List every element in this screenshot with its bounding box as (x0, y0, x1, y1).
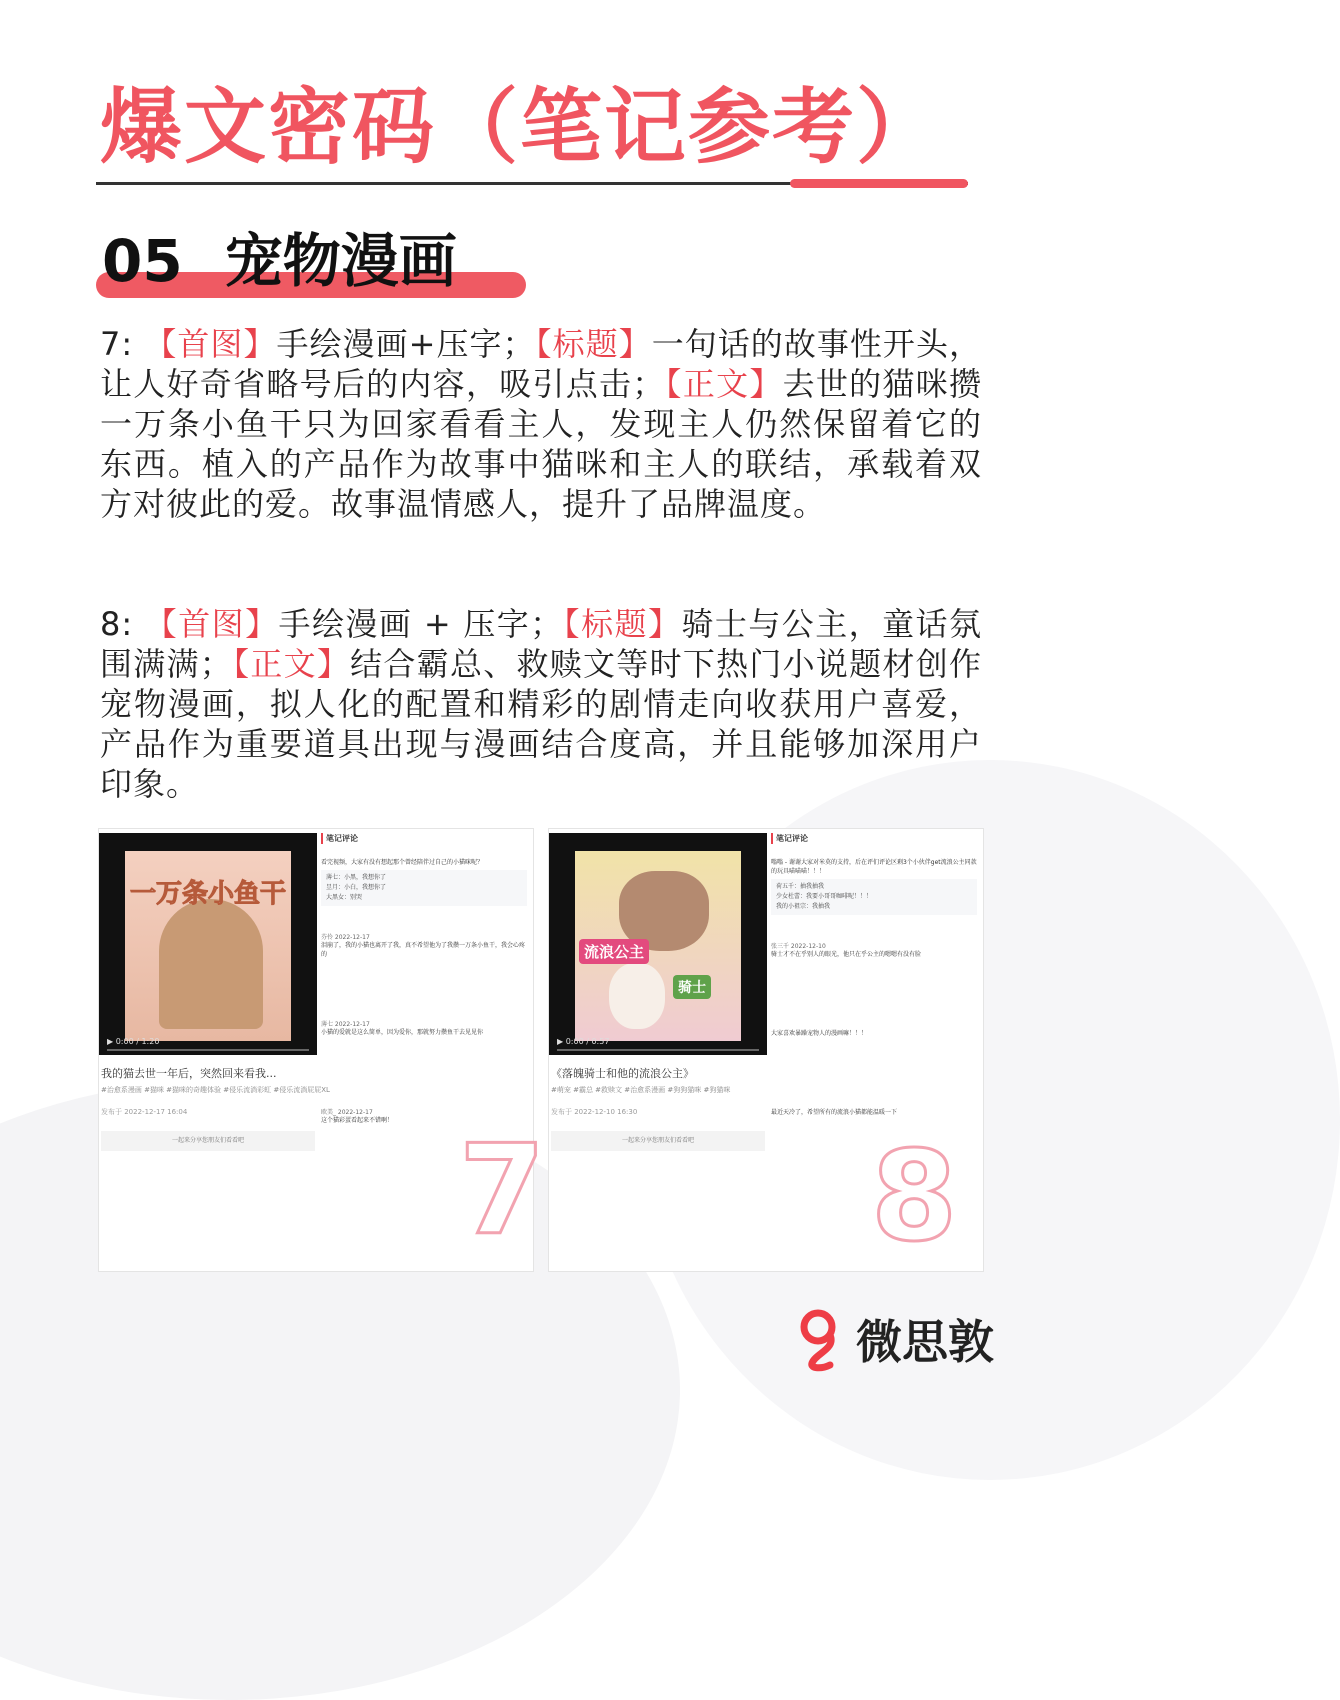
share-bar[interactable]: 一起来分享您朋友们看看吧 (101, 1131, 315, 1151)
video-controls[interactable] (99, 1031, 317, 1055)
page-title: 爆文密码（笔记参考） (100, 80, 941, 175)
video-progress-track[interactable] (107, 1049, 309, 1051)
comment-author: 张三千 2022-12-10 (771, 943, 826, 950)
reply-text: 荷五千：抽我抽我 (776, 883, 825, 890)
note-8-description (100, 604, 982, 804)
play-icon[interactable]: ▶ (557, 1037, 566, 1046)
comment-text: 泪崩了，我的小猫也离开了我，真不希望他为了我攒一万条小鱼干，我会心疼的 (321, 942, 526, 958)
reply-block (321, 870, 527, 906)
comments-label: 笔记评论 (321, 833, 527, 844)
fish-pile-illustration (159, 899, 263, 1029)
paragraph-text: 去世的猫咪攒一万条小鱼干只为回家看看主人，发现主人仍然保留着它的东西。植入的产品作为故事中猫咪和主人的联结，承载着双方对彼此的爱。故事温情感人，提升了品牌温度。 (100, 365, 982, 523)
video-progress-track[interactable] (557, 1049, 759, 1051)
comment-item (771, 1108, 977, 1117)
paragraph-text: 一句话的故事性开头，让人好奇省略号后的内容，吸引点击； (100, 325, 982, 403)
section-name: 宠物漫画 (224, 227, 457, 295)
title-divider-accent (790, 179, 968, 188)
play-icon[interactable]: ▶ (107, 1037, 116, 1046)
post-title: 我的猫去世一年后，突然回来看我... (101, 1067, 277, 1080)
video-controls[interactable] (549, 1031, 767, 1055)
paragraph-text: 骑士与公主，童话氛围满满； (100, 605, 982, 683)
note-8-screenshot (548, 828, 984, 1272)
video-time: 0:00 / 0:57 (565, 1037, 610, 1046)
comment-item (321, 1019, 527, 1037)
section-tag: 【正文】 (665, 365, 783, 403)
comment-item (771, 941, 977, 959)
post-date: 发布于 2022-12-10 16:30 (551, 1108, 638, 1116)
paragraph-text: 7: (100, 325, 145, 363)
paragraph-text: 手绘漫画+压字； (276, 325, 536, 363)
comments-label: 笔记评论 (771, 833, 977, 844)
comment-author: 欧美_ 2022-12-17 (321, 1109, 373, 1116)
comment-text: 大家喜欢暴躁宠物人的漫画嘛！！！ (771, 1030, 868, 1037)
video-player[interactable] (549, 833, 767, 1055)
brand-name: 微思敦 (856, 1315, 994, 1369)
paragraph-text: 手绘漫画 + 压字； (278, 605, 564, 643)
section-tag: 【正文】 (232, 645, 351, 683)
comment-text: 骑士才不在乎别人的眼光，他只在乎公主的嗯嗯有没有脸 (771, 951, 922, 958)
comment-author: 薄七 2022-12-17 (321, 1021, 370, 1028)
reply-block (771, 879, 977, 915)
paragraph-text: 结合霸总、救赎文等时下热门小说题材创作宠物漫画，拟人化的配置和精彩的剧情走向收获用户喜爱，产品作为重要道具出现与漫画结合度高，并且能够加深用户印象。 (100, 645, 982, 803)
reply-text: 昱月：小白，我想你了 (326, 884, 387, 891)
section-tag: 【首图】 (144, 605, 279, 643)
comment-item (321, 858, 527, 906)
brand-mark-icon (796, 1307, 850, 1371)
video-thumbnail (125, 851, 291, 1041)
share-bar[interactable]: 一起来分享您朋友们看看吧 (551, 1131, 765, 1151)
thumbnail-caption: 一万条小鱼干 (129, 879, 286, 909)
thumbnail-caption-princess: 流浪公主 (579, 939, 649, 964)
post-tags: #萌宠 #霸总 #救赎文 #治愈系漫画 #狗狗猫咪 #狗猫咪 (551, 1086, 731, 1094)
comment-text: 小猫的爱就是这么简单，因为爱你，那就努力攒鱼干去见见你 (321, 1029, 484, 1036)
comment-item (771, 858, 977, 915)
number-badge-8: 8 (871, 1125, 958, 1269)
section-tag: 【标题】 (563, 605, 682, 643)
paragraph-text: 8: (100, 605, 145, 643)
video-thumbnail (575, 851, 741, 1041)
note-7-description (100, 324, 982, 524)
comment-item (771, 1029, 977, 1038)
cat-princess-illustration (609, 963, 665, 1029)
thumbnail-caption-knight: 骑士 (673, 975, 711, 999)
reply-text: 大黑女：别哭 (326, 894, 363, 901)
comment-text: 这个猫彩蛋看起来不错啊！ (321, 1117, 394, 1124)
number-badge-7: 7 (459, 1119, 546, 1263)
section-heading (102, 214, 457, 298)
note-7-screenshot (98, 828, 546, 1272)
post-tags: #治愈系漫画 #猫咪 #猫咪的奇趣体验 #侵乐流淌彩虹 #侵乐流淌屁屁XL (101, 1086, 330, 1094)
section-number: 05 (102, 227, 183, 295)
post-date: 发布于 2022-12-17 16:04 (101, 1108, 188, 1116)
comment-author: 芬伶 2022-12-17 (321, 934, 370, 941)
comment-text: 看完视频，大家有没有想起那个曾经陪伴过自己的小猫咪呢？ (321, 859, 484, 866)
comment-column (321, 833, 527, 1133)
video-player[interactable] (99, 833, 317, 1055)
reply-text: 薄七：小黑，我想你了 (326, 874, 387, 881)
comment-text: 嗡嗡 - 谢谢大家对米莫的支持，后在评们评论区剩3个小伙伴get流浪公主同款的玩具喵喵喵！！！ (771, 859, 977, 875)
brand-logo (796, 1306, 994, 1372)
post-title: 《落魄骑士和他的流浪公主》 (551, 1067, 694, 1080)
video-time: 0:00 / 1:20 (115, 1037, 160, 1046)
section-tag: 【标题】 (535, 325, 652, 363)
reply-text: 我的小祖宗：我抽我 (776, 903, 831, 910)
reply-text: 少女杜蕾：我要小哥哥咖啡呢！！！ (776, 893, 873, 900)
comment-column (771, 833, 977, 1125)
comment-text: 最近天冷了，希望所有的流浪小猫都能温暖一下 (771, 1109, 898, 1116)
comment-item (321, 932, 527, 959)
section-tag: 【首图】 (144, 325, 277, 363)
